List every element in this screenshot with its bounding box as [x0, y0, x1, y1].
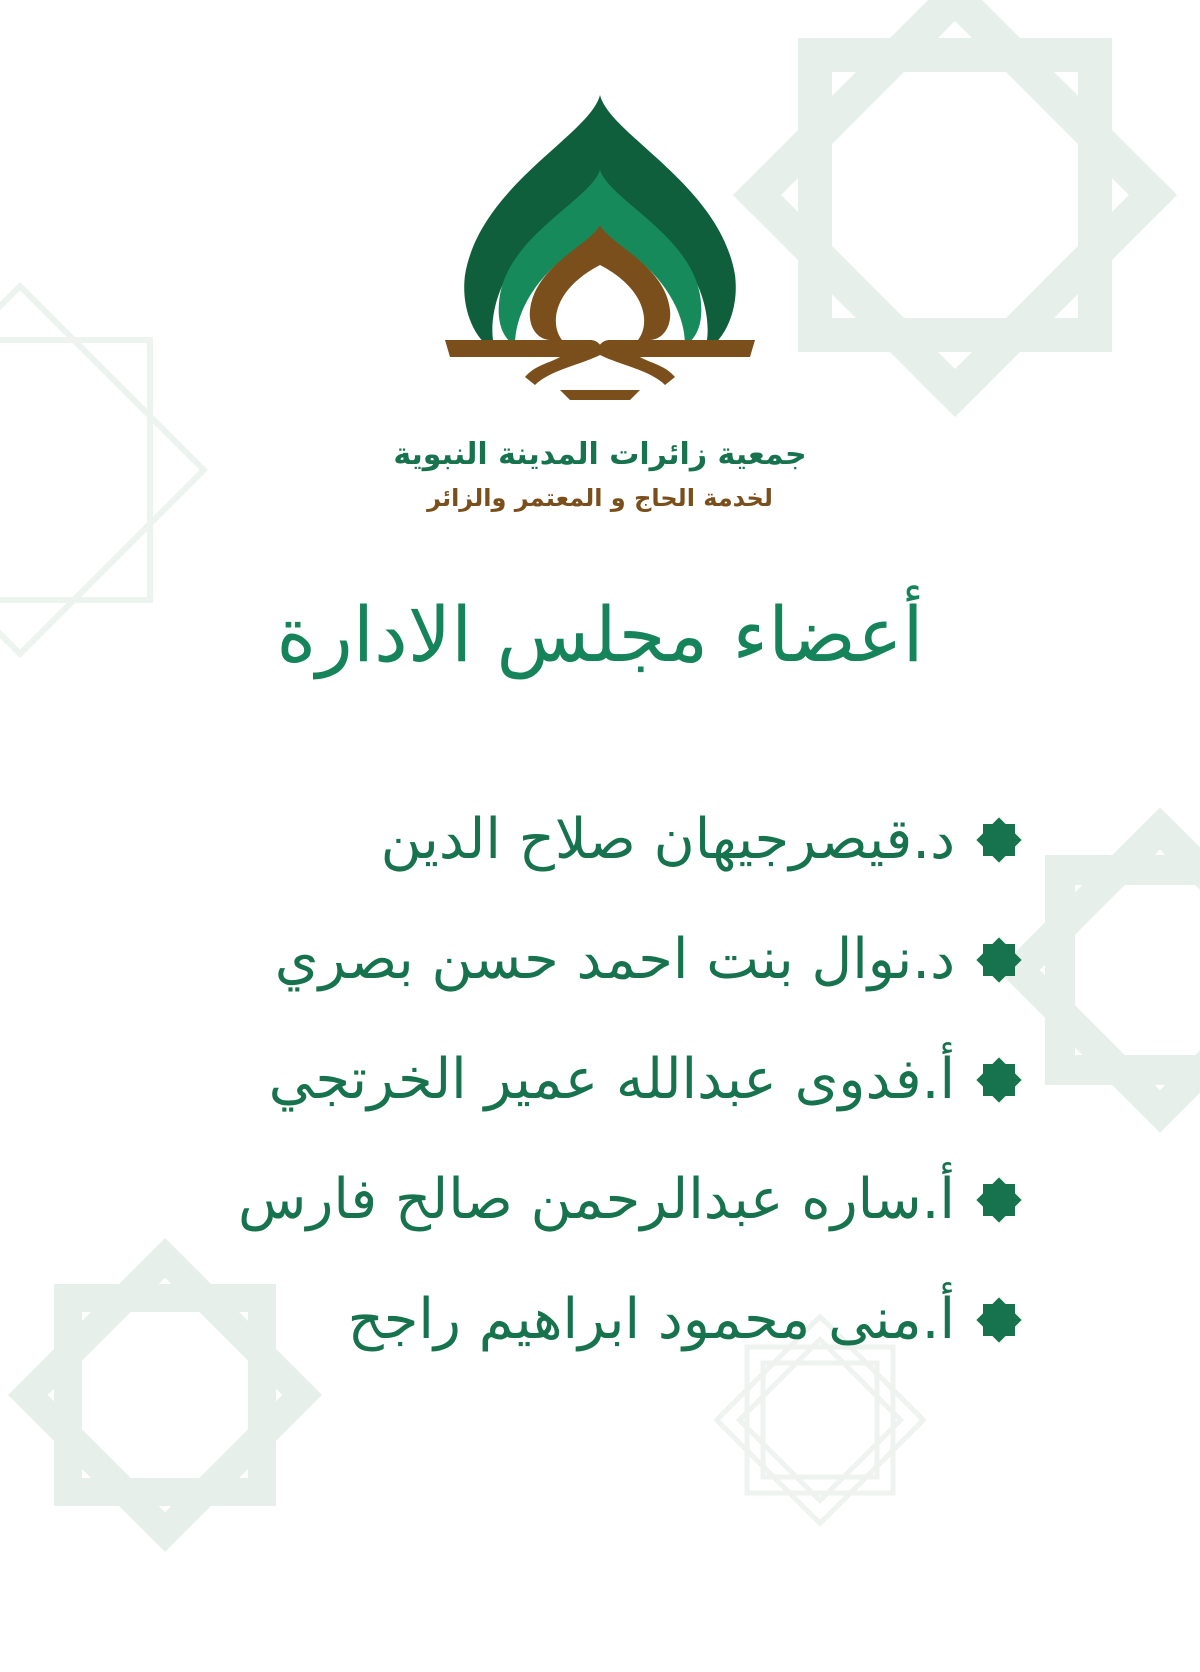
member-name: أ.ساره عبدالرحمن صالح فارس [237, 1167, 955, 1232]
eight-point-star-icon [973, 814, 1025, 866]
page-title: أعضاء مجلس الادارة [276, 590, 924, 679]
eight-point-star-icon [973, 934, 1025, 986]
list-item [125, 1140, 1025, 1260]
member-name: أ.فدوى عبدالله عمير الخرتجي [268, 1047, 955, 1112]
background-star-top-right [720, 0, 1190, 430]
organization-name: جمعية زائرات المدينة النبوية [393, 437, 807, 472]
eight-point-star-icon [973, 1174, 1025, 1226]
list-item [125, 1260, 1025, 1380]
eight-point-star-icon [973, 1294, 1025, 1346]
member-name: د.نوال بنت احمد حسن بصري [274, 927, 955, 992]
list-item [125, 1020, 1025, 1140]
organization-tagline: لخدمة الحاج و المعتمر والزائر [427, 484, 773, 512]
eight-point-star-icon [973, 1054, 1025, 1106]
member-name: أ.منى محمود ابراهيم راجح [347, 1287, 955, 1352]
board-members-list [125, 780, 1025, 1380]
list-item [125, 900, 1025, 1020]
list-item [125, 780, 1025, 900]
dome-open-book-logo-icon [440, 95, 760, 425]
member-name: د.قيصرجيهان صلاح الدين [380, 807, 955, 872]
